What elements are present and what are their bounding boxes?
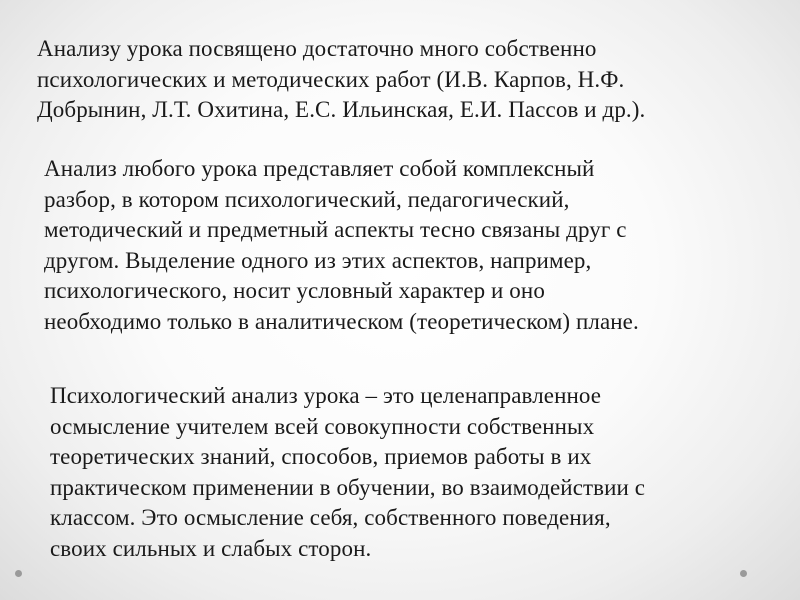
paragraph-line: своих сильных и слабых сторон.: [50, 535, 372, 561]
paragraph-line: Анализ любого урока представляет собой комплексный: [44, 156, 595, 181]
paragraph-line: методический и предметный аспекты тесно связаны друг с: [44, 217, 627, 242]
paragraph-line: необходимо только в аналитическом (теоретическом) плане.: [44, 308, 639, 334]
paragraph-line: психологического, носит условный характер и оно: [44, 278, 545, 303]
paragraph-line: психологических и методических работ (И.В. Карпов, Н.Ф.: [37, 66, 625, 92]
paragraph-complex-analysis: [44, 154, 639, 337]
paragraph-line: теоретических знаний, способов, приемов работы в их: [50, 444, 592, 469]
decorative-dot-right: [740, 570, 747, 577]
paragraph-line: практическом применении в обучении, во взаимодействии с: [50, 474, 646, 500]
decorative-dot-left: [15, 570, 22, 577]
paragraph-line: Психологический анализ урока – это целенаправленное: [50, 383, 602, 408]
paragraph-line: другом. Выделение одного из этих аспектов, например,: [44, 247, 592, 273]
paragraph-psychological-analysis: [50, 381, 645, 564]
paragraph-analysis-sources: [37, 34, 645, 126]
paragraph-line: Добрынин, Л.Т. Охитина, Е.С. Ильинская, Е.И. Пассов и др.).: [37, 97, 646, 122]
paragraph-line: разбор, в котором психологический, педагогический,: [44, 186, 570, 212]
paragraph-line: осмысление учителем всей совокупности собственных: [50, 413, 595, 439]
paragraph-line: классом. Это осмысление себя, собственного поведения,: [50, 505, 611, 530]
paragraph-line: Анализу урока посвящено достаточно много собственно: [37, 36, 597, 61]
